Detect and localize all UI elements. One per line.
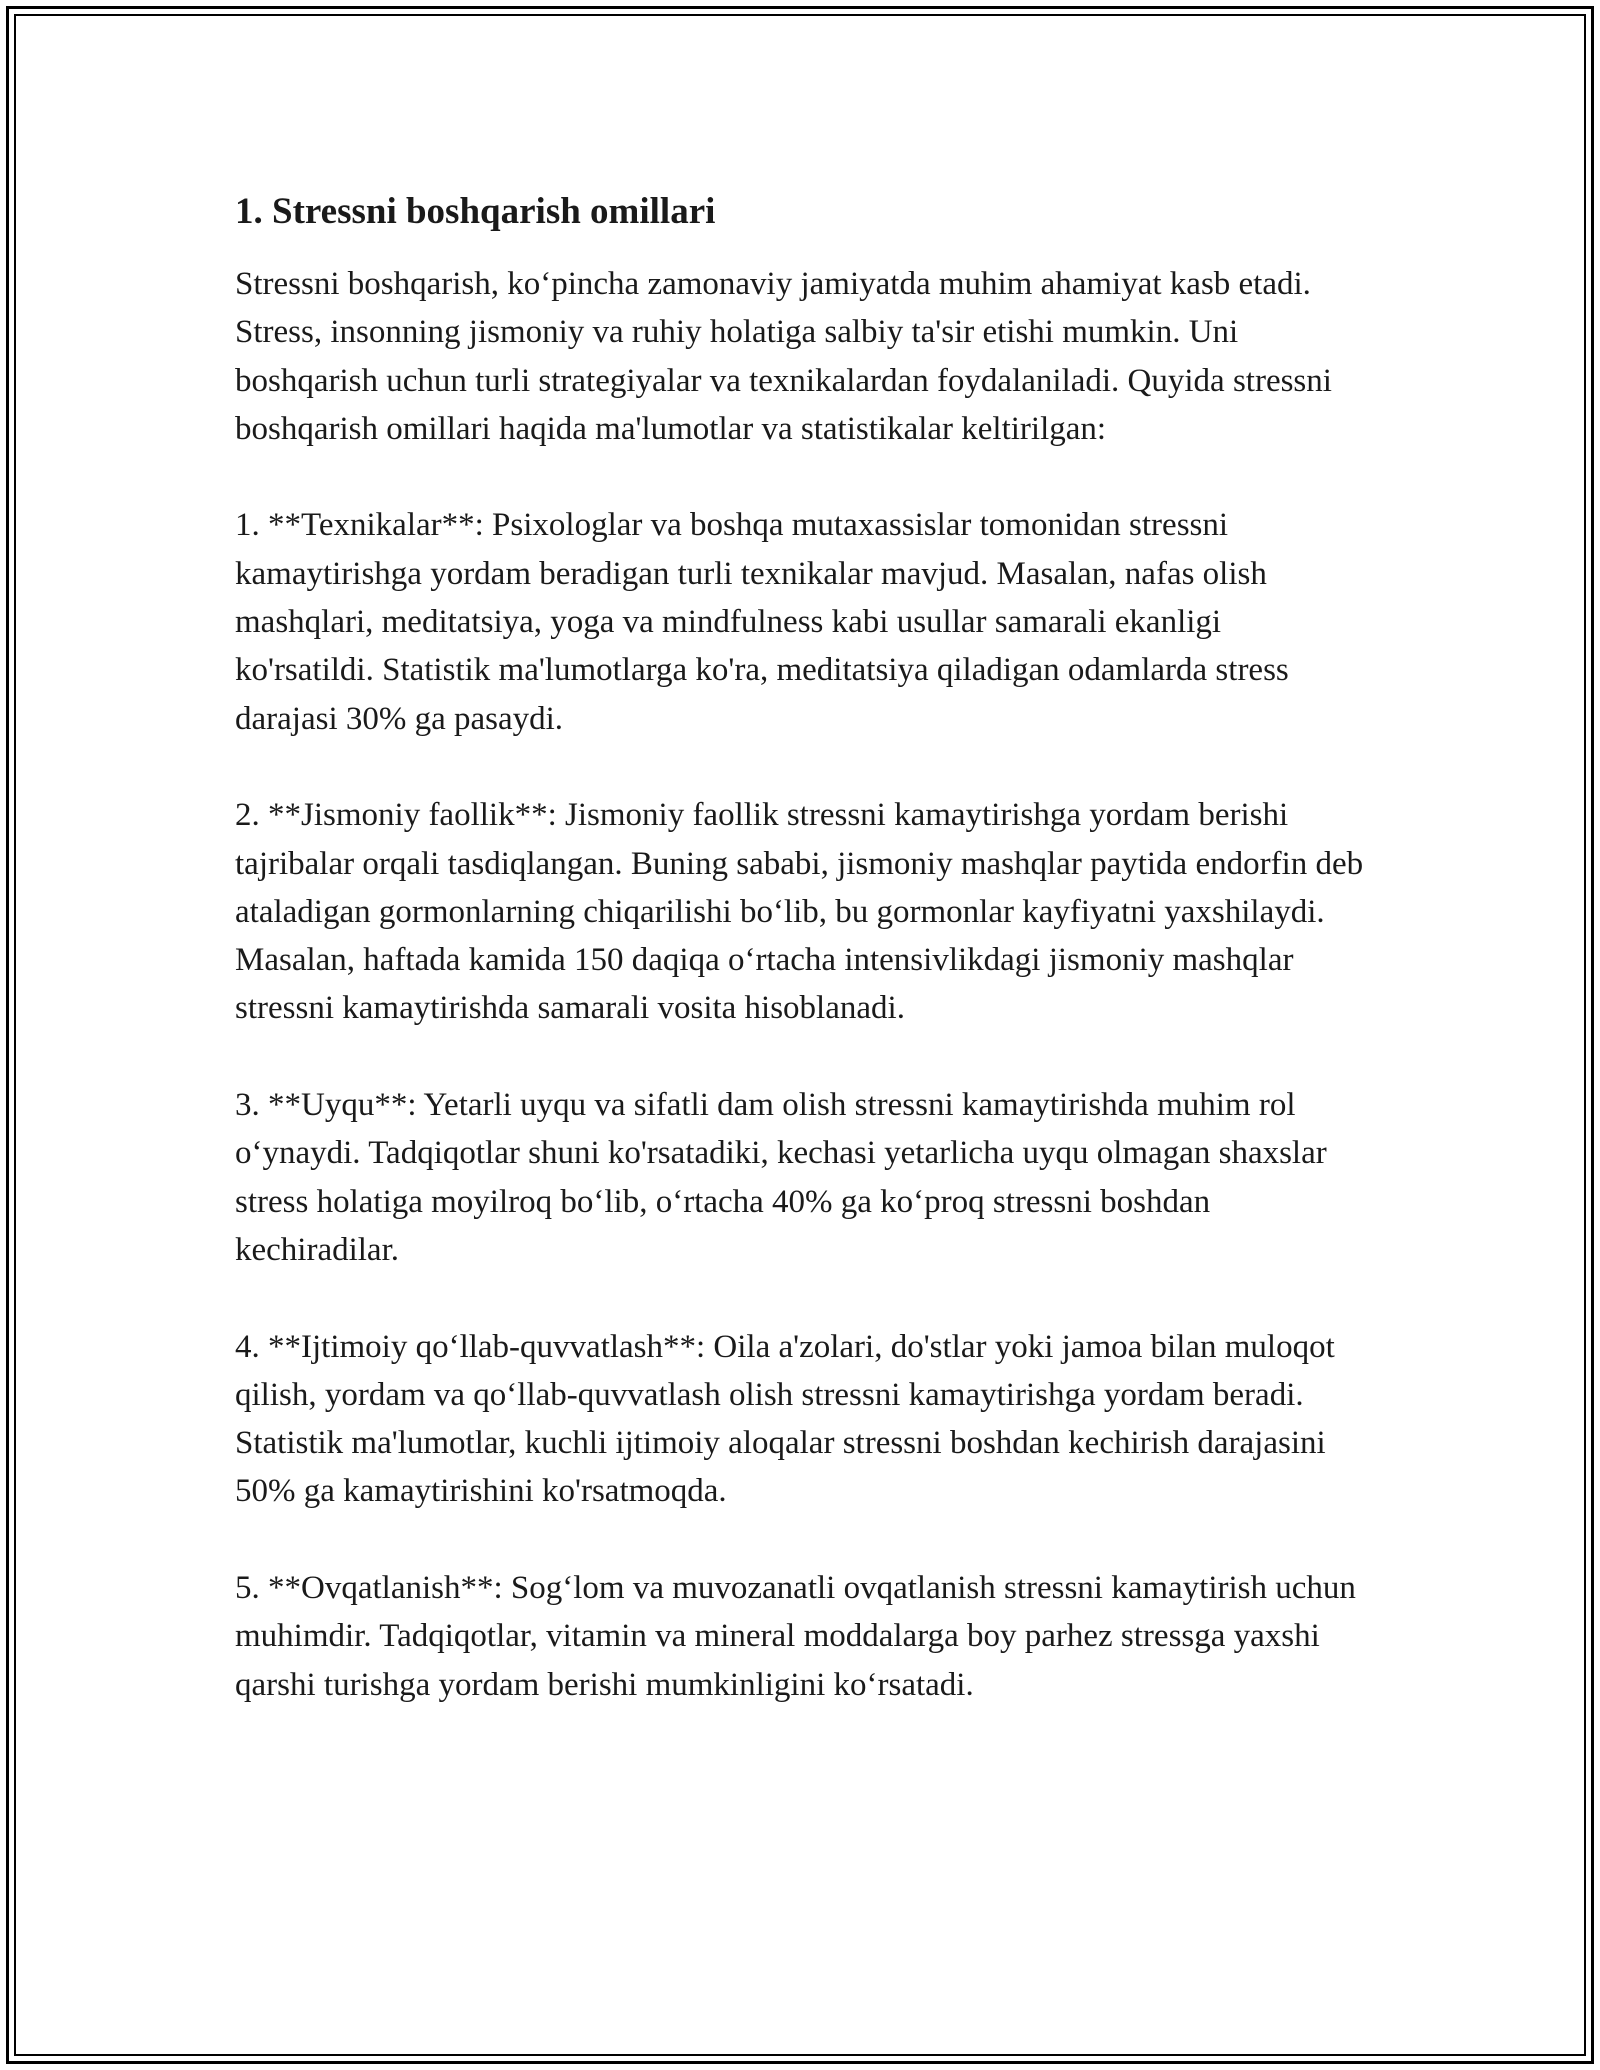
section-title: 1. Stressni boshqarish omillari xyxy=(235,191,716,232)
paragraph-sleep: 3. **Uyqu**: Yetarli uyqu va sifatli dam olish stressni kamaytirishda muhim rol o‘ynaydi. Tadqiqotlar shuni ko'rsatadiki, kechasi yetarlicha uyqu olmagan shaxslar stress holatiga moyilroq bo‘lib, o‘rtacha 40% ga ko‘proq stressni boshdan kechiradilar. xyxy=(235,1087,1327,1268)
paragraph-techniques: 1. **Texnikalar**: Psixologlar va boshqa mutaxassislar tomonidan stressni kamaytirishga yordam beradigan turli texnikalar mavjud. Masalan, nafas olish mashqlari, meditatsiya, yoga va mindfulness kabi usullar samarali ekanligi ko'rsatildi. Statistik ma'lumotlarga ko'ra, meditatsiya qiladigan odamlarda stress darajasi 30% ga pasaydi. xyxy=(235,507,1289,737)
paragraph-physical-activity: 2. **Jismoniy faollik**: Jismoniy faollik stressni kamaytirishga yordam berishi tajribalar orqali tasdiqlangan. Buning sababi, jismoniy mashqlar paytida endorfin deb ataladigan gormonlarning chiqarilishi bo‘lib, bu gormonlar kayfiyatni yaxshilaydi. Masalan, haftada kamida 150 daqiqa o‘rtacha intensivlikdagi jismoniy mashqlar stressni kamaytirishda samarali vosita hisoblanadi. xyxy=(235,797,1364,1027)
intro-paragraph: Stressni boshqarish, ko‘pincha zamonaviy jamiyatda muhim ahamiyat kasb etadi. Stress, insonning jismoniy va ruhiy holatiga salbiy ta'sir etishi mumkin. Uni boshqarish uchun turli strategiyalar va texnikalardan foydalaniladi. Quyida stressni boshqarish omillari haqida ma'lumotlar va statistikalar keltirilgan: xyxy=(235,266,1332,447)
document-body xyxy=(235,186,1365,1757)
paragraph-nutrition: 5. **Ovqatlanish**: Sog‘lom va muvozanatli ovqatlanish stressni kamaytirish uchun muhimdir. Tadqiqotlar, vitamin va mineral moddalarga boy parhez stressga yaxshi qarshi turishga yordam berishi mumkinligini ko‘rsatadi. xyxy=(235,1570,1356,1703)
paragraph-social-support: 4. **Ijtimoiy qo‘llab-quvvatlash**: Oila a'zolari, do'stlar yoki jamoa bilan muloqot qilish, yordam va qo‘llab-quvvatlash olish stressni kamaytirishga yordam beradi. Statistik ma'lumotlar, kuchli ijtimoiy aloqalar stressni boshdan kechirish darajasini 50% ga kamaytirishini ko'rsatmoqda. xyxy=(235,1328,1335,1510)
